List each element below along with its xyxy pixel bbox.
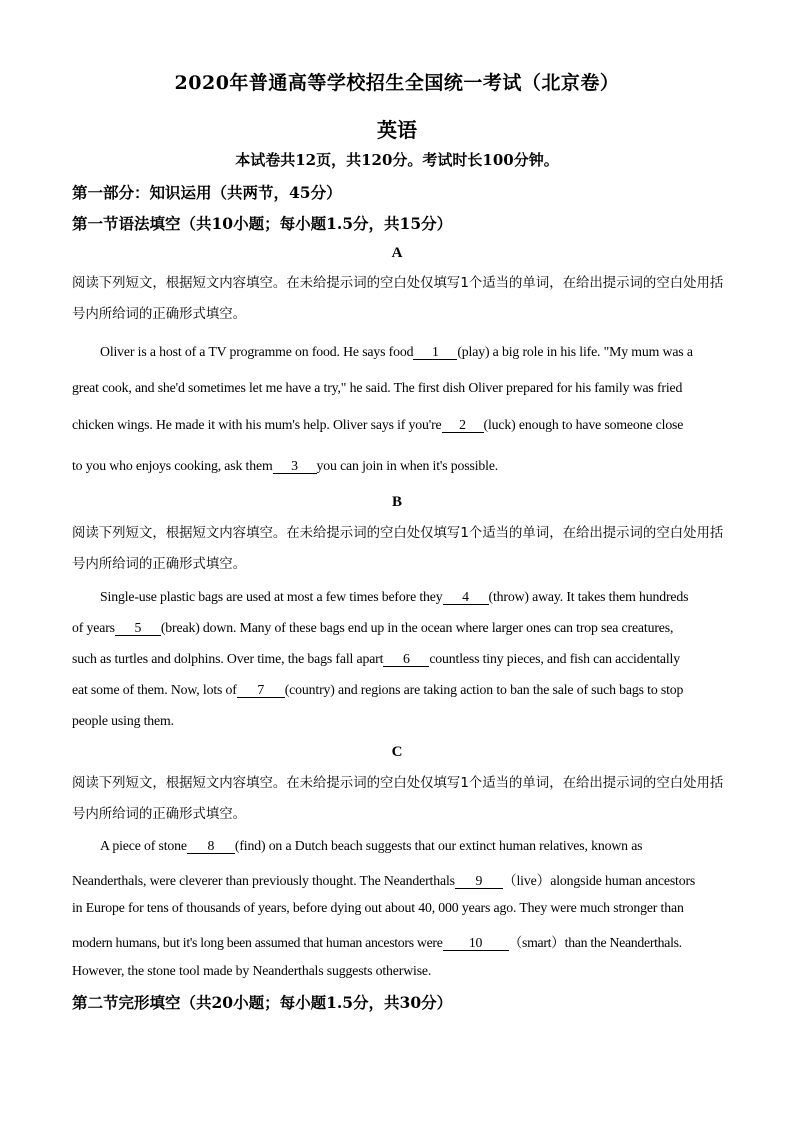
exam-info: 本试卷共12页，共120分。考试时长100分钟。 <box>235 151 559 169</box>
line-text: （smart）than the Neanderthals. <box>508 935 682 950</box>
blank-8: 8 <box>187 839 235 854</box>
line-text: Neanderthals, were cleverer than previously thought. The Neanderthals <box>72 873 455 888</box>
line-text: eat some of them. Now, lots of <box>72 682 237 697</box>
line-text: (break) down. Many of these bags end up in the ocean where larger ones can trop sea creatures, <box>160 620 674 635</box>
passage-b-instruction: 阅读下列短文，根据短文内容填空。在未给提示词的空白处仅填写1个适当的单词，在给出提示词的空白处用括号内所给词的正确形式填空。 <box>72 526 724 572</box>
line-text: chicken wings. He made it with his mum's help. Oliver says if you're <box>72 417 442 432</box>
passage-a-line-3 <box>72 417 732 433</box>
blank-9: 9 <box>455 874 503 889</box>
passage-b-line-4 <box>72 682 732 698</box>
passage-b-line-3 <box>72 651 732 667</box>
line-text: (luck) enough to have someone close <box>483 417 684 432</box>
passage-a-line-4 <box>72 458 732 474</box>
line-text: you can join in when it's possible. <box>316 458 499 473</box>
section2-heading: 第二节完形填空（共20小题；每小题1.5分，共30分） <box>72 993 453 1012</box>
line-text: countless tiny pieces, and fish can accidentally <box>429 651 680 666</box>
passage-c-letter: C <box>391 744 403 760</box>
line-text: of years <box>72 620 115 635</box>
blank-7: 7 <box>237 683 285 698</box>
passage-a-instruction: 阅读下列短文，根据短文内容填空。在未给提示词的空白处仅填写1个适当的单词，在给出提示词的空白处用括号内所给词的正确形式填空。 <box>72 276 724 322</box>
line-text: modern humans, but it's long been assumed that human ancestors were <box>72 935 443 950</box>
line-text: (find) on a Dutch beach suggests that our extinct human relatives, known as <box>234 838 643 853</box>
subject-title: 英语 <box>377 118 417 142</box>
blank-3: 3 <box>273 459 317 474</box>
line-text: (throw) away. It takes them hundreds <box>488 589 689 604</box>
passage-b-line-5: people using them. <box>72 713 174 728</box>
passage-a-line-1 <box>100 344 740 360</box>
passage-c-instruction: 阅读下列短文，根据短文内容填空。在未给提示词的空白处仅填写1个适当的单词，在给出提示词的空白处用括号内所给词的正确形式填空。 <box>72 776 724 822</box>
line-text: (play) a big role in his life. "My mum was a <box>457 344 693 359</box>
blank-1: 1 <box>413 345 457 360</box>
passage-c-line-3: in Europe for tens of thousands of years, before dying out about 40, 000 years ago. They were much stronger than <box>72 900 684 915</box>
line-text: （live）alongside human ancestors <box>502 873 696 888</box>
blank-4: 4 <box>443 590 489 605</box>
line-text: such as turtles and dolphins. Over time, the bags fall apart <box>72 651 384 666</box>
passage-c-line-1 <box>100 838 740 854</box>
line-text: Single-use plastic bags are used at most a few times before they <box>100 589 443 604</box>
passage-a-line-2: great cook, and she'd sometimes let me have a try," he said. The first dish Oliver prepared for his family was fried <box>72 380 683 395</box>
line-text: Oliver is a host of a TV programme on food. He says food <box>100 344 414 359</box>
blank-10: 10 <box>443 936 509 951</box>
passage-b-letter: B <box>391 494 402 510</box>
section1-heading: 第一节语法填空（共10小题；每小题1.5分，共15分） <box>72 214 453 233</box>
blank-5: 5 <box>115 621 161 636</box>
line-text: to you who enjoys cooking, ask them <box>72 458 273 473</box>
line-text: (country) and regions are taking action to ban the sale of such bags to stop <box>284 682 684 697</box>
line-text: A piece of stone <box>100 838 187 853</box>
passage-a-letter: A <box>391 245 403 261</box>
exam-title: 2020年普通高等学校招生全国统一考试（北京卷） <box>174 72 620 94</box>
passage-c-line-2 <box>72 869 732 889</box>
blank-6: 6 <box>383 652 429 667</box>
passage-b-line-1 <box>100 589 740 605</box>
part1-heading: 第一部分：知识运用（共两节，45分） <box>72 183 342 202</box>
blank-2: 2 <box>442 418 484 433</box>
passage-c-line-4 <box>72 931 732 951</box>
passage-c-line-5: However, the stone tool made by Neanderthals suggests otherwise. <box>72 963 432 978</box>
passage-b-line-2 <box>72 620 732 636</box>
